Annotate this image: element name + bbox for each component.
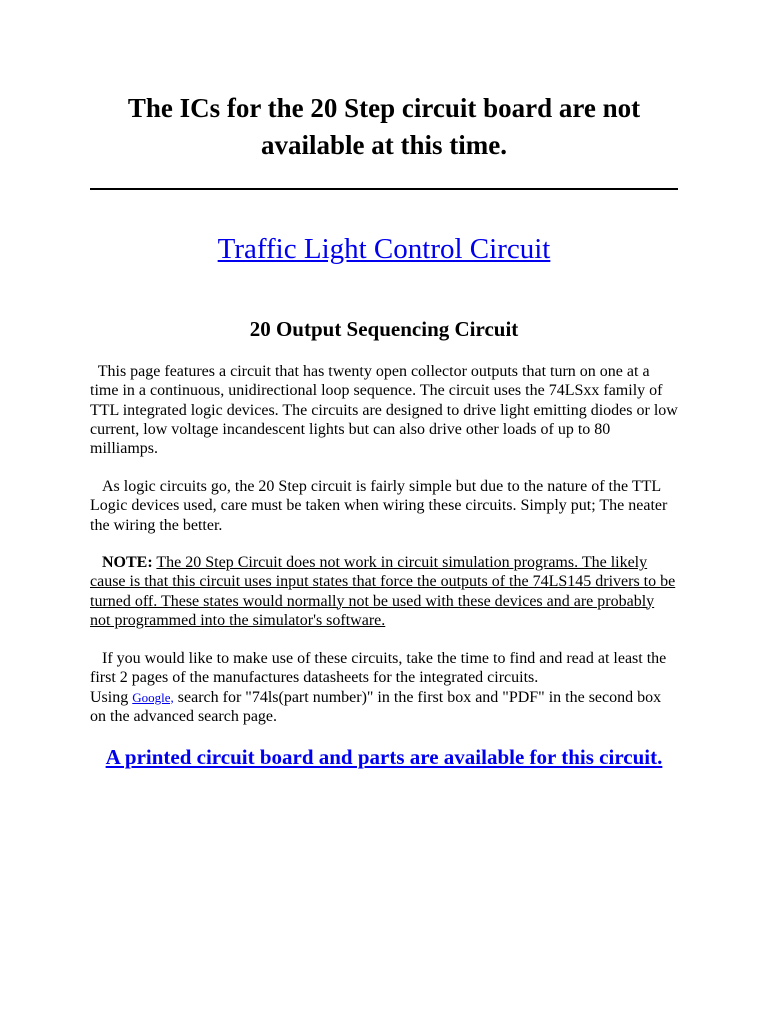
logic-text: As logic circuits go, the 20 Step circuit is fairly simple but due to the nature of the TTL Logic devices used, care must be taken when wiring these circuits. Simply put; The neater the wiring the better.	[90, 478, 668, 534]
logic-paragraph	[90, 477, 678, 535]
note-text: The 20 Step Circuit does not work in circuit simulation programs. The likely cause is that this circuit uses input states that force the outputs of the 74LS145 drivers to be turned off. These states would normally not be used with these devices and are probably not programmed into the simulator's software.	[90, 554, 676, 629]
note-label: NOTE:	[102, 554, 153, 571]
traffic-light-link[interactable]: Traffic Light Control Circuit	[217, 233, 551, 265]
datasheet-paragraph	[90, 649, 678, 726]
intro-text: This page features a circuit that has twenty open collector outputs that turn on one at a time in a continuous, unidirectional loop sequence. The circuit uses the 74LSxx family of TTL integrated logic devices. The circuits are designed to drive light emitting diodes or low current, low voltage incandescent lights but can also drive other loads of up to 80 milliamps.	[90, 363, 678, 458]
horizontal-divider	[90, 188, 678, 190]
using-text: Using	[90, 688, 129, 706]
note-paragraph	[90, 553, 678, 630]
parts-link-container	[90, 744, 678, 770]
intro-paragraph	[90, 362, 678, 458]
google-link[interactable]: Google,	[132, 689, 174, 705]
page-subtitle: 20 Output Sequencing Circuit	[249, 317, 519, 341]
datasheet-text: If you would like to make use of these circuits, take the time to find and read at least the first 2 pages of the manufactures datasheets for the integrated circuits.	[90, 650, 667, 687]
search-instructions-text: search for "74ls(part number)" in the first box and "PDF" in the second box on the advanced search page.	[90, 688, 662, 725]
availability-notice: The ICs for the 20 Step circuit board are not available at this time.	[127, 93, 641, 160]
pcb-parts-link[interactable]: A printed circuit board and parts are available for this circuit.	[105, 745, 663, 769]
traffic-link-container	[90, 231, 678, 267]
